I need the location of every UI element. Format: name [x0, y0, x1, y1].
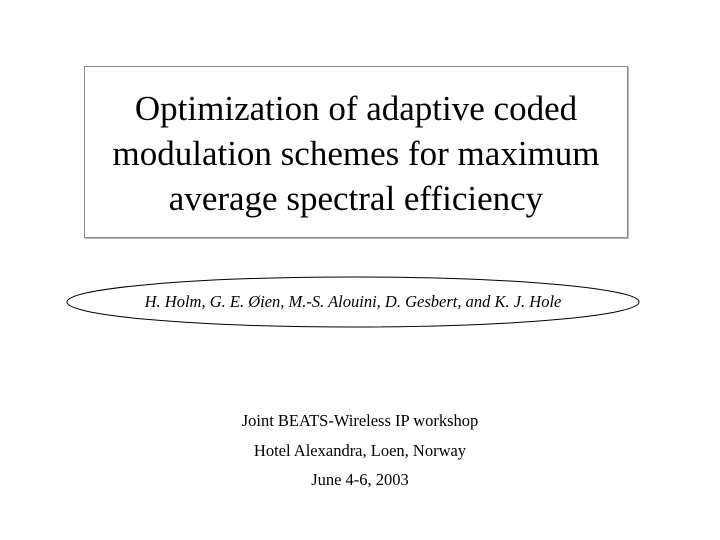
venue-info	[0, 406, 720, 495]
date: June 4-6, 2003	[311, 470, 409, 489]
title-box	[84, 66, 628, 238]
location: Hotel Alexandra, Loen, Norway	[253, 440, 467, 460]
title-line: Optimization of adaptive coded	[134, 89, 578, 128]
workshop-name: Joint BEATS-Wireless IP workshop	[241, 411, 479, 430]
title-line: modulation schemes for maximum	[112, 134, 600, 173]
title-line: average spectral efficiency	[168, 179, 544, 218]
authors: H. Holm, G. E. Øien, M.-S. Alouini, D. Gesbert, and K. J. Hole	[144, 292, 562, 311]
slide-title	[85, 86, 627, 221]
